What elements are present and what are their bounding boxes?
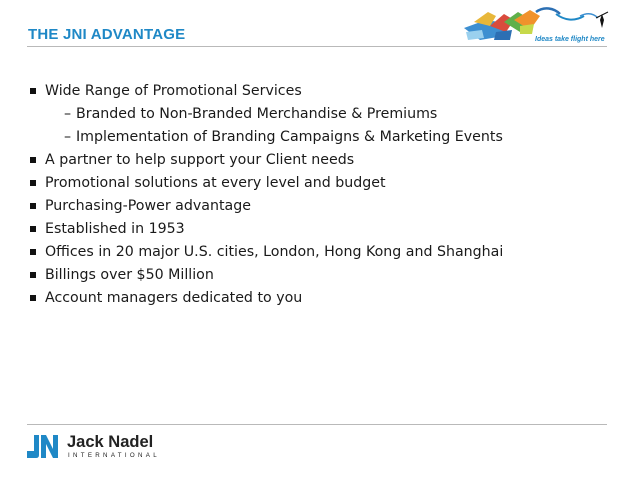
company-logo <box>25 433 165 463</box>
bullet-text: Purchasing-Power advantage <box>45 198 251 214</box>
dash-marker: – <box>64 106 72 122</box>
bullet-item <box>30 264 503 287</box>
bullet-text: Account managers dedicated to you <box>45 290 303 306</box>
bottom-divider <box>27 424 607 425</box>
bullet-text: Promotional solutions at every level and budget <box>45 175 386 191</box>
bullet-text: Offices in 20 major U.S. cities, London, Hong Kong and Shanghai <box>45 244 504 260</box>
tagline: Ideas take flight here <box>535 36 605 43</box>
bullet-text: Billings over $50 Million <box>45 267 214 283</box>
dash-marker: – <box>64 129 72 145</box>
bullet-text: A partner to help support your Client needs <box>45 152 355 168</box>
slide-title: THE JNI ADVANTAGE <box>28 26 186 43</box>
bullet-list <box>30 80 503 310</box>
square-bullet-icon <box>30 88 36 94</box>
top-divider <box>27 46 607 47</box>
bullet-item <box>30 149 503 172</box>
logo-name: Jack Nadel <box>67 433 154 451</box>
bullet-text: Implementation of Branding Campaigns & Marketing Events <box>76 129 503 145</box>
sub-bullet-item <box>30 126 503 149</box>
bullet-item <box>30 218 503 241</box>
square-bullet-icon <box>30 295 36 301</box>
bullet-item <box>30 287 503 310</box>
square-bullet-icon <box>30 226 36 232</box>
square-bullet-icon <box>30 180 36 186</box>
square-bullet-icon <box>30 249 36 255</box>
square-bullet-icon <box>30 157 36 163</box>
bullet-text: Branded to Non-Branded Merchandise & Premiums <box>76 106 438 122</box>
bullet-text: Wide Range of Promotional Services <box>45 83 302 99</box>
bullet-item <box>30 172 503 195</box>
logo-subtitle: INTERNATIONAL <box>68 452 160 459</box>
square-bullet-icon <box>30 272 36 278</box>
bullet-item <box>30 195 503 218</box>
sub-bullet-item <box>30 103 503 126</box>
bullet-item <box>30 241 503 264</box>
square-bullet-icon <box>30 203 36 209</box>
bullet-text: Established in 1953 <box>45 221 185 237</box>
jni-logo-mark-icon <box>25 433 61 459</box>
bullet-item <box>30 80 503 103</box>
